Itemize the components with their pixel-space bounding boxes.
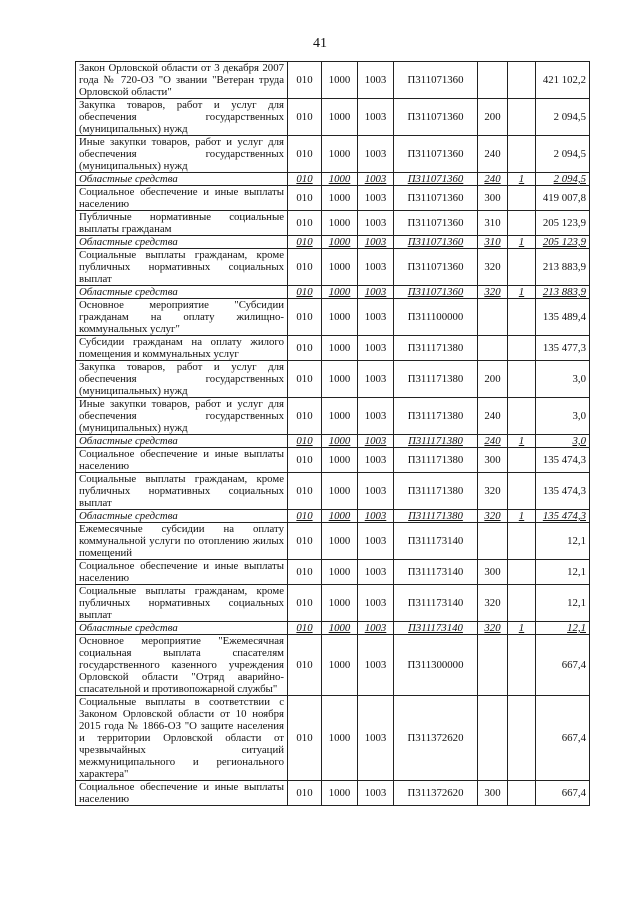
admin-code-cell: 010 xyxy=(288,236,322,249)
admin-code-cell: 010 xyxy=(288,186,322,211)
subsection-code-cell: 1003 xyxy=(358,448,394,473)
table-row xyxy=(76,186,590,211)
subsection-code-cell: 1003 xyxy=(358,622,394,635)
amount-cell: 12,1 xyxy=(536,560,590,585)
subsection-code-cell: 1003 xyxy=(358,560,394,585)
section-code-cell: 1000 xyxy=(322,448,358,473)
subsection-code-cell: 1003 xyxy=(358,523,394,560)
expense-type-cell: 200 xyxy=(478,361,508,398)
expense-type-cell: 240 xyxy=(478,173,508,186)
section-code-cell: 1000 xyxy=(322,523,358,560)
admin-code-cell: 010 xyxy=(288,336,322,361)
subsection-code-cell: 1003 xyxy=(358,186,394,211)
table-row xyxy=(76,99,590,136)
expense-type-cell xyxy=(478,696,508,781)
table-row xyxy=(76,173,590,186)
funding-source-cell xyxy=(508,336,536,361)
row-description: Социальное обеспечение и иные выплаты населению xyxy=(76,781,288,806)
target-article-cell: П311173140 xyxy=(394,585,478,622)
target-article-cell: П311171380 xyxy=(394,361,478,398)
target-article-cell: П311100000 xyxy=(394,299,478,336)
expense-type-cell: 320 xyxy=(478,473,508,510)
row-description: Областные средства xyxy=(76,510,288,523)
section-code-cell: 1000 xyxy=(322,635,358,696)
section-code-cell: 1000 xyxy=(322,99,358,136)
subsection-code-cell: 1003 xyxy=(358,286,394,299)
amount-cell: 12,1 xyxy=(536,585,590,622)
page-number: 41 xyxy=(313,36,327,51)
funding-source-cell xyxy=(508,249,536,286)
amount-cell: 12,1 xyxy=(536,622,590,635)
subsection-code-cell: 1003 xyxy=(358,781,394,806)
table-row xyxy=(76,398,590,435)
admin-code-cell: 010 xyxy=(288,560,322,585)
amount-cell: 421 102,2 xyxy=(536,62,590,99)
expense-type-cell: 320 xyxy=(478,249,508,286)
subsection-code-cell: 1003 xyxy=(358,473,394,510)
row-description: Закон Орловской области от 3 декабря 2007 года № 720-ОЗ "О звании "Ветеран труда Орловской области" xyxy=(76,62,288,99)
target-article-cell: П311171380 xyxy=(394,510,478,523)
funding-source-cell: 1 xyxy=(508,435,536,448)
target-article-cell: П311171380 xyxy=(394,398,478,435)
section-code-cell: 1000 xyxy=(322,173,358,186)
expense-type-cell: 320 xyxy=(478,622,508,635)
subsection-code-cell: 1003 xyxy=(358,336,394,361)
target-article-cell: П311071360 xyxy=(394,236,478,249)
table-row xyxy=(76,236,590,249)
expense-type-cell: 300 xyxy=(478,781,508,806)
section-code-cell: 1000 xyxy=(322,136,358,173)
section-code-cell: 1000 xyxy=(322,286,358,299)
admin-code-cell: 010 xyxy=(288,635,322,696)
table-row xyxy=(76,435,590,448)
amount-cell: 2 094,5 xyxy=(536,136,590,173)
expense-type-cell: 310 xyxy=(478,236,508,249)
funding-source-cell xyxy=(508,635,536,696)
row-description: Закупка товаров, работ и услуг для обеспечения государственных (муниципальных) нужд xyxy=(76,99,288,136)
amount-cell: 205 123,9 xyxy=(536,211,590,236)
table-row xyxy=(76,62,590,99)
row-description: Областные средства xyxy=(76,286,288,299)
admin-code-cell: 010 xyxy=(288,781,322,806)
subsection-code-cell: 1003 xyxy=(358,361,394,398)
section-code-cell: 1000 xyxy=(322,560,358,585)
budget-table xyxy=(75,61,590,806)
target-article-cell: П311171380 xyxy=(394,473,478,510)
table-body xyxy=(76,62,590,806)
table-row xyxy=(76,560,590,585)
amount-cell: 667,4 xyxy=(536,635,590,696)
subsection-code-cell: 1003 xyxy=(358,510,394,523)
section-code-cell: 1000 xyxy=(322,781,358,806)
expense-type-cell: 300 xyxy=(478,560,508,585)
table-row xyxy=(76,696,590,781)
subsection-code-cell: 1003 xyxy=(358,62,394,99)
section-code-cell: 1000 xyxy=(322,186,358,211)
target-article-cell: П311171380 xyxy=(394,435,478,448)
subsection-code-cell: 1003 xyxy=(358,136,394,173)
row-description: Ежемесячные субсидии на оплату коммунальной услуги по отоплению жилых помещений xyxy=(76,523,288,560)
funding-source-cell xyxy=(508,696,536,781)
expense-type-cell xyxy=(478,299,508,336)
amount-cell: 3,0 xyxy=(536,361,590,398)
table-row xyxy=(76,211,590,236)
expense-type-cell: 240 xyxy=(478,435,508,448)
subsection-code-cell: 1003 xyxy=(358,585,394,622)
admin-code-cell: 010 xyxy=(288,249,322,286)
section-code-cell: 1000 xyxy=(322,361,358,398)
target-article-cell: П311171380 xyxy=(394,448,478,473)
admin-code-cell: 010 xyxy=(288,448,322,473)
admin-code-cell: 010 xyxy=(288,696,322,781)
funding-source-cell xyxy=(508,473,536,510)
row-description: Социальное обеспечение и иные выплаты населению xyxy=(76,186,288,211)
row-description: Социальные выплаты гражданам, кроме публичных нормативных социальных выплат xyxy=(76,585,288,622)
expense-type-cell xyxy=(478,635,508,696)
target-article-cell: П311071360 xyxy=(394,136,478,173)
funding-source-cell xyxy=(508,299,536,336)
admin-code-cell: 010 xyxy=(288,99,322,136)
row-description: Социальное обеспечение и иные выплаты населению xyxy=(76,448,288,473)
expense-type-cell: 200 xyxy=(478,99,508,136)
row-description: Областные средства xyxy=(76,622,288,635)
section-code-cell: 1000 xyxy=(322,249,358,286)
admin-code-cell: 010 xyxy=(288,435,322,448)
row-description: Областные средства xyxy=(76,236,288,249)
funding-source-cell xyxy=(508,523,536,560)
section-code-cell: 1000 xyxy=(322,62,358,99)
amount-cell: 2 094,5 xyxy=(536,99,590,136)
expense-type-cell: 240 xyxy=(478,136,508,173)
subsection-code-cell: 1003 xyxy=(358,99,394,136)
subsection-code-cell: 1003 xyxy=(358,249,394,286)
subsection-code-cell: 1003 xyxy=(358,236,394,249)
section-code-cell: 1000 xyxy=(322,211,358,236)
funding-source-cell xyxy=(508,361,536,398)
expense-type-cell: 300 xyxy=(478,186,508,211)
amount-cell: 135 474,3 xyxy=(536,448,590,473)
expense-type-cell: 320 xyxy=(478,585,508,622)
target-article-cell: П311071360 xyxy=(394,249,478,286)
row-description: Субсидии гражданам на оплату жилого помещения и коммунальных услуг xyxy=(76,336,288,361)
section-code-cell: 1000 xyxy=(322,622,358,635)
funding-source-cell: 1 xyxy=(508,510,536,523)
funding-source-cell xyxy=(508,211,536,236)
expense-type-cell: 320 xyxy=(478,510,508,523)
subsection-code-cell: 1003 xyxy=(358,635,394,696)
target-article-cell: П311171380 xyxy=(394,336,478,361)
row-description: Публичные нормативные социальные выплаты гражданам xyxy=(76,211,288,236)
amount-cell: 135 474,3 xyxy=(536,510,590,523)
admin-code-cell: 010 xyxy=(288,361,322,398)
table-row xyxy=(76,510,590,523)
funding-source-cell: 1 xyxy=(508,173,536,186)
admin-code-cell: 010 xyxy=(288,398,322,435)
funding-source-cell xyxy=(508,448,536,473)
target-article-cell: П311071360 xyxy=(394,286,478,299)
row-description: Социальные выплаты гражданам, кроме публичных нормативных социальных выплат xyxy=(76,473,288,510)
section-code-cell: 1000 xyxy=(322,398,358,435)
table-row xyxy=(76,448,590,473)
table-row xyxy=(76,523,590,560)
admin-code-cell: 010 xyxy=(288,286,322,299)
target-article-cell: П311300000 xyxy=(394,635,478,696)
section-code-cell: 1000 xyxy=(322,510,358,523)
target-article-cell: П311071360 xyxy=(394,99,478,136)
amount-cell: 3,0 xyxy=(536,398,590,435)
amount-cell: 213 883,9 xyxy=(536,286,590,299)
section-code-cell: 1000 xyxy=(322,696,358,781)
amount-cell: 135 474,3 xyxy=(536,473,590,510)
section-code-cell: 1000 xyxy=(322,299,358,336)
amount-cell: 135 489,4 xyxy=(536,299,590,336)
admin-code-cell: 010 xyxy=(288,136,322,173)
funding-source-cell xyxy=(508,585,536,622)
expense-type-cell: 300 xyxy=(478,448,508,473)
admin-code-cell: 010 xyxy=(288,585,322,622)
row-description: Областные средства xyxy=(76,435,288,448)
admin-code-cell: 010 xyxy=(288,523,322,560)
expense-type-cell xyxy=(478,336,508,361)
expense-type-cell xyxy=(478,523,508,560)
target-article-cell: П311071360 xyxy=(394,186,478,211)
amount-cell: 12,1 xyxy=(536,523,590,560)
row-description: Основное мероприятие "Субсидии гражданам на оплату жилищно-коммунальных услуг" xyxy=(76,299,288,336)
table-row xyxy=(76,136,590,173)
subsection-code-cell: 1003 xyxy=(358,435,394,448)
target-article-cell: П311173140 xyxy=(394,622,478,635)
subsection-code-cell: 1003 xyxy=(358,696,394,781)
row-description: Социальные выплаты в соответствии с Законом Орловской области от 10 ноября 2015 года № 1866-ОЗ "О защите населения и территории Орловской области от чрезвычайных ситуаций межмуниципального и регионального характера" xyxy=(76,696,288,781)
funding-source-cell: 1 xyxy=(508,236,536,249)
admin-code-cell: 010 xyxy=(288,173,322,186)
expense-type-cell: 310 xyxy=(478,211,508,236)
table-row xyxy=(76,585,590,622)
table-row xyxy=(76,781,590,806)
table-row xyxy=(76,299,590,336)
table-row xyxy=(76,249,590,286)
section-code-cell: 1000 xyxy=(322,585,358,622)
target-article-cell: П311071360 xyxy=(394,62,478,99)
target-article-cell: П311173140 xyxy=(394,523,478,560)
subsection-code-cell: 1003 xyxy=(358,398,394,435)
admin-code-cell: 010 xyxy=(288,211,322,236)
funding-source-cell xyxy=(508,781,536,806)
amount-cell: 205 123,9 xyxy=(536,236,590,249)
row-description: Иные закупки товаров, работ и услуг для обеспечения государственных (муниципальных) нужд xyxy=(76,398,288,435)
table-row xyxy=(76,635,590,696)
expense-type-cell: 240 xyxy=(478,398,508,435)
row-description: Областные средства xyxy=(76,173,288,186)
target-article-cell: П311372620 xyxy=(394,696,478,781)
section-code-cell: 1000 xyxy=(322,336,358,361)
section-code-cell: 1000 xyxy=(322,435,358,448)
amount-cell: 667,4 xyxy=(536,781,590,806)
expense-type-cell xyxy=(478,62,508,99)
amount-cell: 213 883,9 xyxy=(536,249,590,286)
row-description: Закупка товаров, работ и услуг для обеспечения государственных (муниципальных) нужд xyxy=(76,361,288,398)
table-row xyxy=(76,361,590,398)
table-row xyxy=(76,336,590,361)
funding-source-cell xyxy=(508,62,536,99)
funding-source-cell xyxy=(508,186,536,211)
target-article-cell: П311173140 xyxy=(394,560,478,585)
subsection-code-cell: 1003 xyxy=(358,299,394,336)
row-description: Основное мероприятие "Ежемесячная социальная выплата спасателям государственного казенного учреждения Орловской области "Отряд аварийно-спасательной и противопожарной службы" xyxy=(76,635,288,696)
funding-source-cell: 1 xyxy=(508,286,536,299)
amount-cell: 2 094,5 xyxy=(536,173,590,186)
subsection-code-cell: 1003 xyxy=(358,173,394,186)
row-description: Иные закупки товаров, работ и услуг для обеспечения государственных (муниципальных) нужд xyxy=(76,136,288,173)
admin-code-cell: 010 xyxy=(288,473,322,510)
funding-source-cell xyxy=(508,398,536,435)
admin-code-cell: 010 xyxy=(288,299,322,336)
target-article-cell: П311071360 xyxy=(394,173,478,186)
amount-cell: 3,0 xyxy=(536,435,590,448)
subsection-code-cell: 1003 xyxy=(358,211,394,236)
amount-cell: 135 477,3 xyxy=(536,336,590,361)
section-code-cell: 1000 xyxy=(322,236,358,249)
amount-cell: 667,4 xyxy=(536,696,590,781)
admin-code-cell: 010 xyxy=(288,62,322,99)
admin-code-cell: 010 xyxy=(288,510,322,523)
funding-source-cell xyxy=(508,560,536,585)
table-row xyxy=(76,622,590,635)
admin-code-cell: 010 xyxy=(288,622,322,635)
row-description: Социальные выплаты гражданам, кроме публичных нормативных социальных выплат xyxy=(76,249,288,286)
funding-source-cell xyxy=(508,136,536,173)
table-row xyxy=(76,473,590,510)
section-code-cell: 1000 xyxy=(322,473,358,510)
target-article-cell: П311071360 xyxy=(394,211,478,236)
amount-cell: 419 007,8 xyxy=(536,186,590,211)
expense-type-cell: 320 xyxy=(478,286,508,299)
funding-source-cell xyxy=(508,99,536,136)
table-row xyxy=(76,286,590,299)
row-description: Социальное обеспечение и иные выплаты населению xyxy=(76,560,288,585)
funding-source-cell: 1 xyxy=(508,622,536,635)
target-article-cell: П311372620 xyxy=(394,781,478,806)
